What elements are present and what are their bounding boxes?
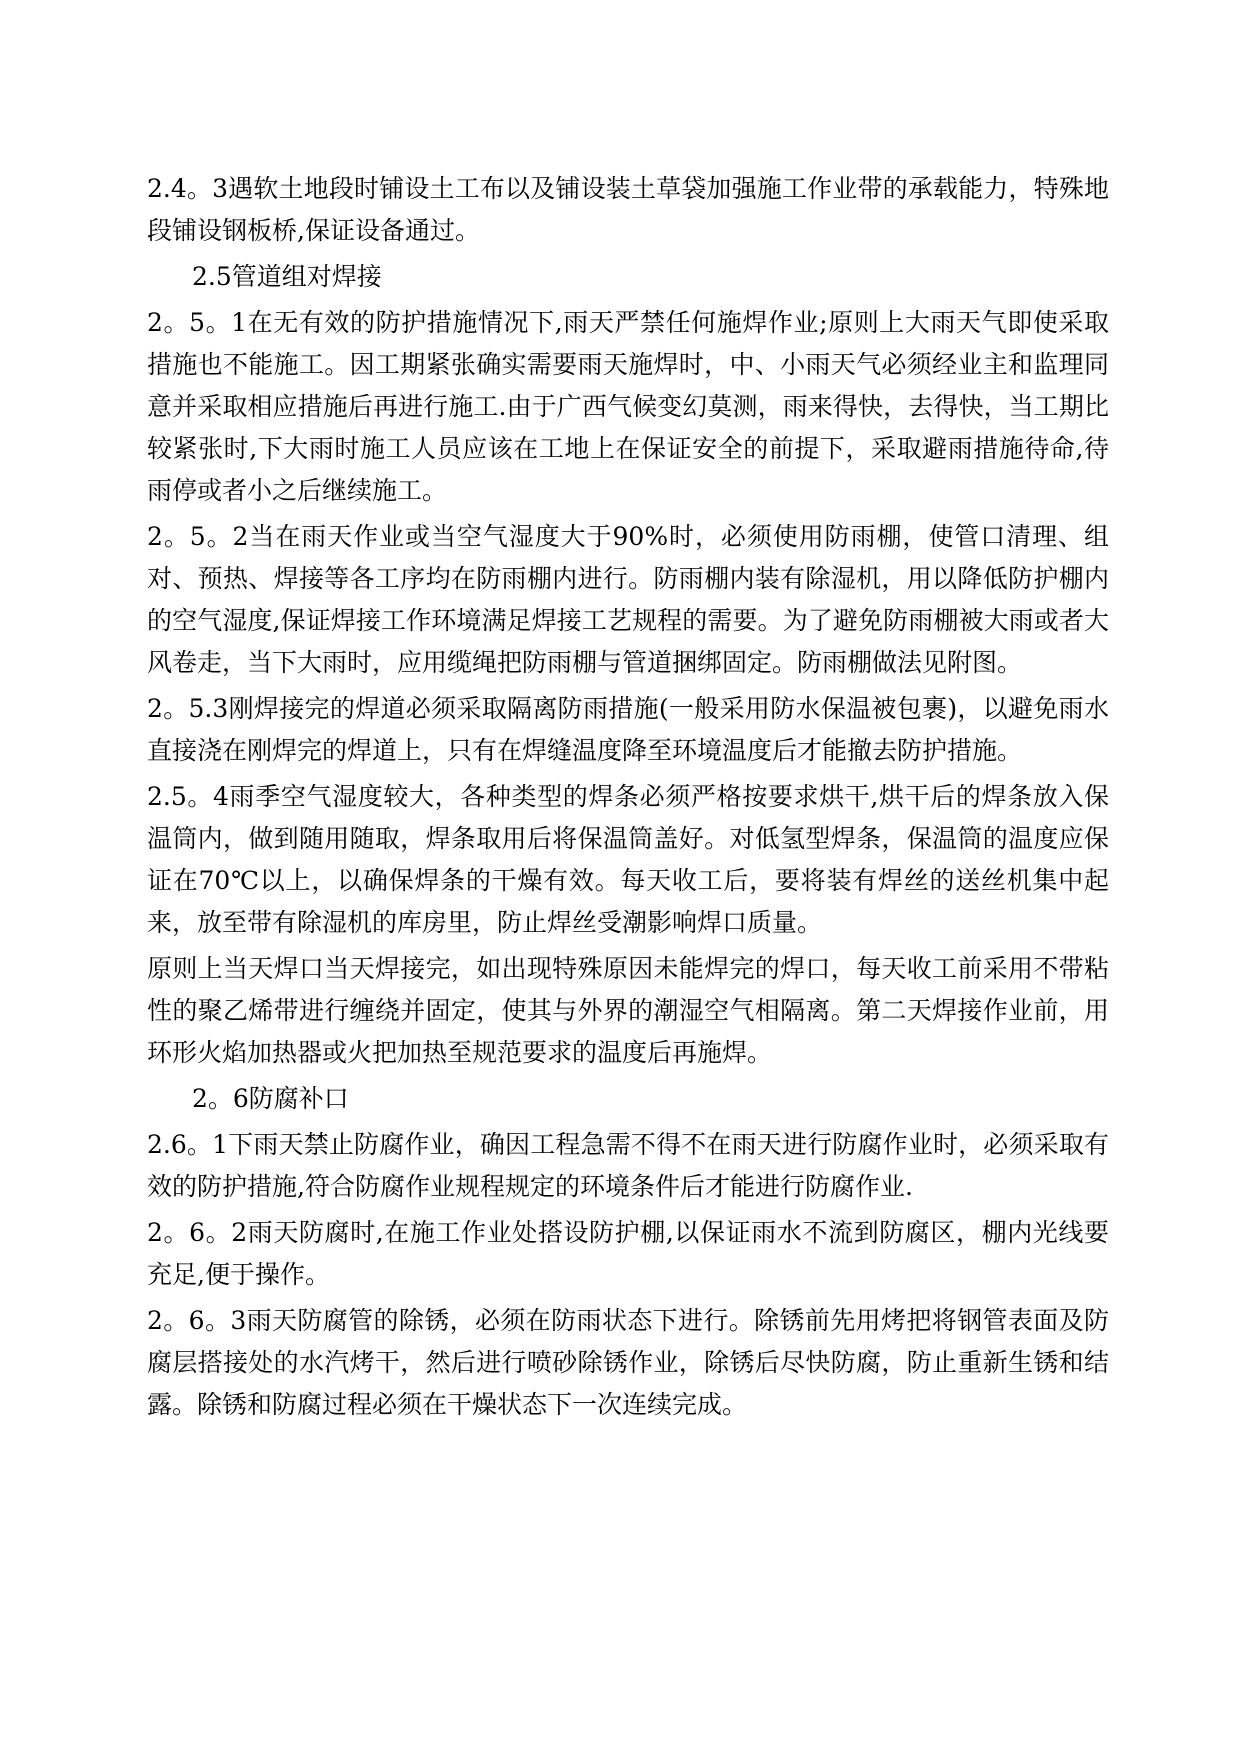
section-heading-2-6: 2。6防腐补口 <box>192 1084 349 1113</box>
paragraph-2-6-2: 2。6。2雨天防腐时,在施工作业处搭设防护棚,以保证雨水不流到防腐区，棚内光线要充足,便于操作。 <box>147 1218 1109 1289</box>
section-heading-2-5: 2.5管道组对焊接 <box>192 262 382 291</box>
paragraph-2-6-3: 2。6。3雨天防腐管的除锈，必须在防雨状态下进行。除锈前先用烤把将钢管表面及防腐层搭接处的水汽烤干，然后进行喷砂除锈作业，除锈后尽快防腐，防止重新生锈和结露。除锈和防腐过程必须在干燥状态下一次连续完成。 <box>147 1306 1109 1419</box>
paragraph-2-6-1: 2.6。1下雨天禁止防腐作业，确因工程急需不得不在雨天进行防腐作业时，必须采取有效的防护措施,符合防腐作业规程规定的环境条件后才能进行防腐作业. <box>147 1130 1109 1201</box>
paragraph-2-5-4: 2.5。4雨季空气湿度较大，各种类型的焊条必须严格按要求烘干,烘干后的焊条放入保温筒内，做到随用随取，焊条取用后将保温筒盖好。对低氢型焊条，保温筒的温度应保证在70℃以上，以确保焊条的干燥有效。每天收工后，要将装有焊丝的送丝机集中起来，放至带有除湿机的库房里，防止焊丝受潮影响焊口质量。 <box>147 782 1109 937</box>
paragraph-2-4-3: 2.4。3遇软土地段时铺设土工布以及铺设装土草袋加强施工作业带的承载能力，特殊地段铺设钢板桥,保证设备通过。 <box>147 174 1109 245</box>
paragraph-2-5-1: 2。5。1在无有效的防护措施情况下,雨天严禁任何施焊作业;原则上大雨天气即使采取措施也不能施工。因工期紧张确实需要雨天施焊时，中、小雨天气必须经业主和监理同意并采取相应措施后再进行施工.由于广西气候变幻莫测，雨来得快，去得快，当工期比较紧张时,下大雨时施工人员应该在工地上在保证安全的前提下，采取避雨措施待命,待雨停或者小之后继续施工。 <box>147 308 1109 505</box>
paragraph-2-5-3: 2。5.3刚焊接完的焊道必须采取隔离防雨措施(一般采用防水保温被包裹)，以避免雨水直接浇在刚焊完的焊道上，只有在焊缝温度降至环境温度后才能撤去防护措施。 <box>147 694 1109 765</box>
document-page <box>147 168 1109 1430</box>
paragraph-2-5-4-cont: 原则上当天焊口当天焊接完，如出现特殊原因未能焊完的焊口，每天收工前采用不带粘性的聚乙烯带进行缠绕并固定，使其与外界的潮湿空气相隔离。第二天焊接作业前，用环形火焰加热器或火把加热至规范要求的温度后再施焊。 <box>147 954 1109 1067</box>
paragraph-2-5-2: 2。5。2当在雨天作业或当空气湿度大于90%时，必须使用防雨棚，使管口清理、组对、预热、焊接等各工序均在防雨棚内进行。防雨棚内装有除湿机，用以降低防护棚内的空气湿度,保证焊接工作环境满足焊接工艺规程的需要。为了避免防雨棚被大雨或者大风卷走，当下大雨时，应用缆绳把防雨棚与管道捆绑固定。防雨棚做法见附图。 <box>147 522 1109 677</box>
